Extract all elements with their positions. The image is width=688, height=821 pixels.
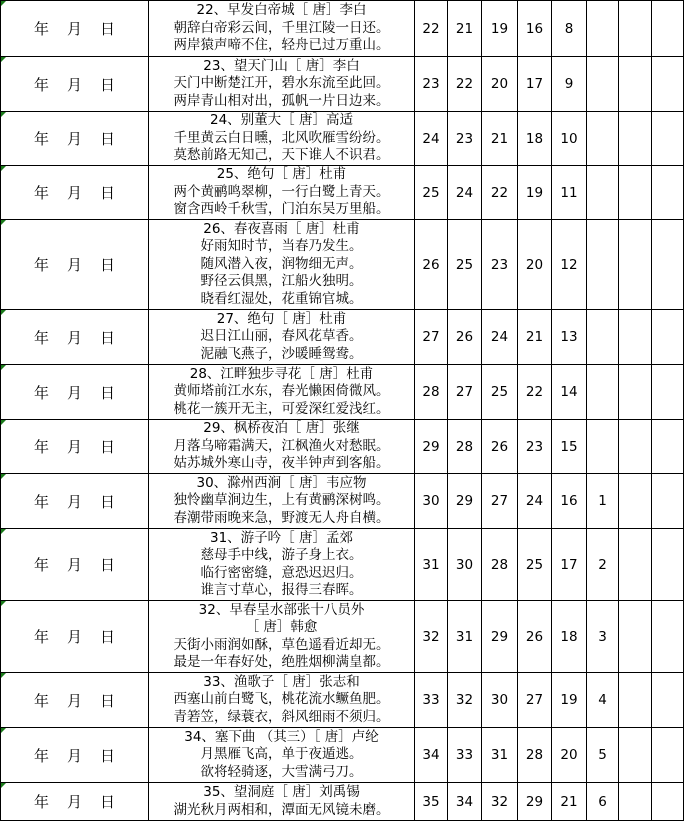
review-number-cell[interactable] (619, 728, 652, 783)
date-cell[interactable] (1, 783, 149, 821)
review-number-cell[interactable]: 30 (415, 474, 448, 529)
poem-title: 25、绝句［ 唐］杜甫 (216, 166, 347, 183)
review-number-cell[interactable]: 16 (518, 1, 552, 57)
poem-title: 27、绝句［ 唐］杜甫 (216, 310, 347, 327)
review-number-cell[interactable]: 24 (518, 474, 552, 529)
review-number-cell[interactable]: 17 (552, 529, 587, 601)
date-year-label: 年 (33, 492, 49, 511)
review-number-cell[interactable] (587, 112, 619, 166)
date-month-label: 月 (66, 20, 82, 38)
date-month-label: 月 (66, 492, 82, 511)
date-cell[interactable] (1, 673, 149, 728)
review-number-cell[interactable]: 33 (415, 673, 448, 728)
review-number-cell[interactable] (619, 783, 652, 821)
date-year-label: 年 (33, 383, 49, 402)
date-year-label: 年 (33, 75, 49, 94)
review-number-cell[interactable]: 24 (415, 112, 448, 166)
review-number-cell[interactable]: 18 (552, 601, 587, 673)
poem-line: 姑苏城外寒山寺，夜半钟声到客船。 (173, 455, 390, 472)
poem-title: 24、别董大［ 唐］高适 (210, 112, 353, 129)
table-body (1, 1, 684, 821)
review-number-cell[interactable]: 9 (552, 57, 587, 112)
review-number-cell[interactable]: 31 (448, 601, 482, 673)
date-month-label: 月 (66, 793, 82, 811)
poem-line: 两岸猿声啼不住，轻舟已过万重山。 (173, 37, 390, 54)
poem-cell[interactable] (149, 310, 415, 365)
poem-title: 30、滁州西涧［ 唐］韦应物 (196, 474, 367, 491)
date-cell[interactable] (1, 474, 149, 529)
review-number-cell[interactable]: 30 (482, 673, 518, 728)
poem-cell[interactable] (149, 529, 415, 601)
review-number-cell[interactable]: 3 (587, 601, 619, 673)
review-number-cell[interactable] (587, 166, 619, 220)
review-number-cell[interactable]: 26 (415, 220, 448, 310)
review-number-cell[interactable]: 32 (448, 673, 482, 728)
table-row (1, 220, 684, 310)
date-month-label: 月 (66, 130, 82, 148)
poem-line: 月黑雁飞高，单于夜遁逃。 (200, 746, 363, 763)
date-cell[interactable] (1, 166, 149, 220)
date-day-label: 日 (100, 184, 116, 202)
review-number-cell[interactable] (587, 420, 619, 474)
review-number-cell[interactable] (619, 601, 652, 673)
date-year-label: 年 (33, 256, 49, 274)
review-number-cell[interactable]: 26 (482, 420, 518, 474)
review-number-cell[interactable]: 27 (415, 310, 448, 365)
review-number-cell[interactable]: 24 (482, 310, 518, 365)
date-year-label: 年 (33, 184, 49, 202)
review-number-cell[interactable]: 25 (518, 529, 552, 601)
table-row (1, 474, 684, 529)
review-number-cell[interactable] (652, 57, 684, 112)
review-number-cell[interactable]: 2 (587, 529, 619, 601)
poem-line: 欲将轻骑逐，大雪满弓刀。 (200, 763, 363, 780)
review-number-cell[interactable]: 23 (448, 112, 482, 166)
review-number-cell[interactable]: 31 (482, 728, 518, 783)
poem-line: 随风潜入夜，润物细无声。 (200, 255, 363, 272)
review-number-cell[interactable] (619, 310, 652, 365)
poem-cell[interactable] (149, 474, 415, 529)
table-row (1, 529, 684, 601)
poem-cell[interactable] (149, 728, 415, 783)
review-number-cell[interactable]: 32 (415, 601, 448, 673)
review-number-cell[interactable] (652, 365, 684, 420)
date-day-label: 日 (100, 492, 116, 511)
review-number-cell[interactable]: 21 (448, 1, 482, 57)
review-number-cell[interactable] (587, 57, 619, 112)
review-number-cell[interactable]: 27 (518, 673, 552, 728)
table-row (1, 673, 684, 728)
poem-cell[interactable] (149, 601, 415, 673)
poem-title: 28、江畔独步寻花［ 唐］杜甫 (189, 365, 374, 382)
date-year-label: 年 (33, 746, 49, 765)
date-cell[interactable] (1, 57, 149, 112)
table-row (1, 112, 684, 166)
poem-line: 黄师塔前江水东，春光懒困倚微风。 (173, 383, 390, 400)
date-day-label: 日 (100, 75, 116, 94)
poem-cell[interactable] (149, 420, 415, 474)
review-number-cell[interactable]: 4 (587, 673, 619, 728)
date-month-label: 月 (66, 691, 82, 710)
poem-line: 天门中断楚江开，碧水东流至此回。 (173, 75, 390, 92)
date-month-label: 月 (66, 75, 82, 94)
poem-line: 湖光秋月两相和，潭面无风镜未磨。 (173, 801, 390, 818)
poem-cell[interactable] (149, 673, 415, 728)
review-number-cell[interactable]: 28 (415, 365, 448, 420)
date-day-label: 日 (100, 20, 116, 38)
review-number-cell[interactable]: 25 (448, 220, 482, 310)
review-number-cell[interactable] (619, 474, 652, 529)
review-number-cell[interactable]: 34 (448, 783, 482, 821)
poem-title: 23、望天门山［ 唐］李白 (203, 57, 360, 74)
review-number-cell[interactable] (619, 420, 652, 474)
table-row (1, 1, 684, 57)
table-row (1, 601, 684, 673)
date-year-label: 年 (33, 556, 49, 574)
review-number-cell[interactable]: 23 (415, 57, 448, 112)
date-year-label: 年 (33, 793, 49, 811)
poem-cell[interactable] (149, 783, 415, 821)
date-month-label: 月 (66, 556, 82, 574)
date-day-label: 日 (100, 691, 116, 710)
poem-title: 31、游子吟［ 唐］孟郊 (210, 529, 353, 546)
date-cell[interactable] (1, 529, 149, 601)
table-row (1, 57, 684, 112)
poem-cell[interactable] (149, 112, 415, 166)
review-number-cell[interactable]: 12 (552, 220, 587, 310)
review-number-cell[interactable]: 15 (552, 420, 587, 474)
date-day-label: 日 (100, 628, 116, 646)
date-month-label: 月 (66, 438, 82, 456)
review-number-cell[interactable]: 20 (552, 728, 587, 783)
review-number-cell[interactable] (619, 529, 652, 601)
date-month-label: 月 (66, 256, 82, 274)
date-cell[interactable] (1, 728, 149, 783)
poem-line: 千里黄云白日曛，北风吹雁雪纷纷。 (173, 129, 390, 146)
date-day-label: 日 (100, 793, 116, 811)
date-year-label: 年 (33, 628, 49, 646)
review-number-cell[interactable]: 20 (518, 220, 552, 310)
review-number-cell[interactable]: 28 (448, 420, 482, 474)
date-day-label: 日 (100, 556, 116, 574)
review-number-cell[interactable]: 22 (415, 1, 448, 57)
date-day-label: 日 (100, 383, 116, 402)
review-number-cell[interactable]: 8 (552, 1, 587, 57)
date-cell[interactable] (1, 112, 149, 166)
review-number-cell[interactable]: 17 (518, 57, 552, 112)
review-number-cell[interactable] (652, 166, 684, 220)
date-year-label: 年 (33, 691, 49, 710)
review-number-cell[interactable] (652, 601, 684, 673)
poem-line: 独怜幽草涧边生，上有黄鹂深树鸣。 (173, 492, 390, 509)
review-number-cell[interactable] (587, 310, 619, 365)
poem-cell[interactable] (149, 166, 415, 220)
review-number-cell[interactable]: 21 (518, 310, 552, 365)
poem-title: 33、渔歌子［ 唐］张志和 (203, 673, 360, 690)
table-row (1, 310, 684, 365)
review-number-cell[interactable]: 19 (552, 673, 587, 728)
poem-line: 晓看红湿处，花重锦官城。 (200, 290, 363, 307)
review-number-cell[interactable] (652, 673, 684, 728)
poem-line: 朝辞白帝彩云间，千里江陵一日还。 (173, 19, 390, 36)
poem-line: 临行密密缝，意恐迟迟归。 (200, 564, 363, 581)
review-number-cell[interactable]: 22 (482, 166, 518, 220)
poem-cell[interactable] (149, 1, 415, 57)
poem-line: 两个黄鹂鸣翠柳，一行白鹭上青天。 (173, 183, 390, 200)
poem-title: 35、望洞庭［ 唐］刘禹锡 (203, 784, 360, 800)
table-row (1, 166, 684, 220)
review-number-cell[interactable]: 33 (448, 728, 482, 783)
date-cell[interactable] (1, 420, 149, 474)
review-number-cell[interactable] (652, 474, 684, 529)
table-row (1, 783, 684, 821)
poem-line: 天街小雨润如酥，草色遥看近却无。 (173, 636, 390, 653)
date-day-label: 日 (100, 746, 116, 765)
poem-title: 32、早春呈水部张十八员外 (198, 601, 365, 618)
review-number-cell[interactable]: 5 (587, 728, 619, 783)
review-number-cell[interactable] (652, 1, 684, 57)
review-number-cell[interactable]: 29 (482, 601, 518, 673)
poem-line: 窗含西岭千秋雪，门泊东吴万里船。 (173, 201, 390, 218)
review-number-cell[interactable]: 6 (587, 783, 619, 821)
date-month-label: 月 (66, 746, 82, 765)
poem-line: ［ 唐］韩愈 (245, 619, 318, 635)
poem-line: 桃花一簇开无主，可爱深红爱浅红。 (173, 400, 390, 417)
date-month-label: 月 (66, 184, 82, 202)
date-year-label: 年 (33, 20, 49, 38)
review-number-cell[interactable]: 23 (482, 220, 518, 310)
review-number-cell[interactable] (587, 365, 619, 420)
review-number-cell[interactable]: 18 (518, 112, 552, 166)
review-number-cell[interactable]: 22 (518, 365, 552, 420)
review-number-cell[interactable]: 30 (448, 529, 482, 601)
table-row (1, 728, 684, 783)
date-day-label: 日 (100, 130, 116, 148)
poem-line: 好雨知时节，当春乃发生。 (200, 238, 363, 255)
review-number-cell[interactable]: 27 (448, 365, 482, 420)
poem-title: 29、枫桥夜泊［ 唐］张继 (203, 420, 360, 437)
review-number-cell[interactable] (619, 166, 652, 220)
table-row (1, 420, 684, 474)
date-cell[interactable] (1, 1, 149, 57)
poem-line: 春潮带雨晚来急，野渡无人舟自横。 (173, 509, 390, 526)
review-number-cell[interactable] (619, 1, 652, 57)
review-number-cell[interactable] (652, 728, 684, 783)
review-number-cell[interactable] (652, 420, 684, 474)
review-number-cell[interactable]: 22 (448, 57, 482, 112)
poem-line: 谁言寸草心，报得三春晖。 (200, 582, 363, 598)
date-month-label: 月 (66, 383, 82, 402)
date-month-label: 月 (66, 328, 82, 347)
review-number-cell[interactable]: 21 (482, 112, 518, 166)
review-number-cell[interactable]: 16 (552, 474, 587, 529)
poem-line: 青箬笠，绿蓑衣，斜风细雨不须归。 (173, 708, 390, 725)
poem-line: 最是一年春好处，绝胜烟柳满皇都。 (173, 654, 390, 670)
poem-line: 两岸青山相对出，孤帆一片日边来。 (173, 92, 390, 109)
date-cell[interactable] (1, 310, 149, 365)
review-number-cell[interactable]: 25 (482, 365, 518, 420)
review-number-cell[interactable]: 13 (552, 310, 587, 365)
review-number-cell[interactable] (619, 673, 652, 728)
review-number-cell[interactable] (619, 112, 652, 166)
date-day-label: 日 (100, 328, 116, 347)
review-number-cell[interactable]: 31 (415, 529, 448, 601)
review-number-cell[interactable]: 23 (518, 420, 552, 474)
review-number-cell[interactable]: 1 (587, 474, 619, 529)
date-year-label: 年 (33, 438, 49, 456)
review-number-cell[interactable] (619, 57, 652, 112)
review-number-cell[interactable] (652, 529, 684, 601)
review-number-cell[interactable]: 24 (448, 166, 482, 220)
review-number-cell[interactable]: 26 (518, 601, 552, 673)
review-number-cell[interactable]: 21 (552, 783, 587, 821)
review-number-cell[interactable]: 19 (482, 1, 518, 57)
date-cell[interactable] (1, 365, 149, 420)
review-number-cell[interactable]: 25 (415, 166, 448, 220)
poem-line: 月落乌啼霜满天，江枫渔火对愁眠。 (173, 437, 390, 454)
review-number-cell[interactable]: 28 (518, 728, 552, 783)
review-number-cell[interactable]: 34 (415, 728, 448, 783)
date-cell[interactable] (1, 220, 149, 310)
review-number-cell[interactable] (587, 220, 619, 310)
review-number-cell[interactable]: 20 (482, 57, 518, 112)
date-cell[interactable] (1, 601, 149, 673)
review-number-cell[interactable] (652, 220, 684, 310)
review-number-cell[interactable] (652, 310, 684, 365)
review-number-cell[interactable] (652, 112, 684, 166)
review-number-cell[interactable]: 11 (552, 166, 587, 220)
review-number-cell[interactable]: 29 (448, 474, 482, 529)
poem-cell[interactable] (149, 57, 415, 112)
poem-line: 莫愁前路无知己，天下谁人不识君。 (173, 147, 390, 164)
review-number-cell[interactable] (587, 1, 619, 57)
review-number-cell[interactable]: 14 (552, 365, 587, 420)
review-number-cell[interactable] (619, 220, 652, 310)
poem-line: 西塞山前白鹭飞，桃花流水鳜鱼肥。 (173, 691, 390, 708)
date-month-label: 月 (66, 628, 82, 646)
review-number-cell[interactable]: 28 (482, 529, 518, 601)
poem-cell[interactable] (149, 220, 415, 310)
review-number-cell[interactable] (619, 365, 652, 420)
review-number-cell[interactable] (652, 783, 684, 821)
review-number-cell[interactable]: 35 (415, 783, 448, 821)
poem-title: 22、早发白帝城［ 唐］李白 (196, 2, 367, 19)
date-day-label: 日 (100, 256, 116, 274)
date-year-label: 年 (33, 130, 49, 148)
date-year-label: 年 (33, 328, 49, 347)
poem-line: 迟日江山丽，春风花草香。 (200, 328, 363, 345)
poem-line: 野径云俱黑，江船火独明。 (200, 273, 363, 290)
date-day-label: 日 (100, 438, 116, 456)
review-number-cell[interactable]: 26 (448, 310, 482, 365)
poem-line: 泥融飞燕子，沙暖睡鸳鸯。 (200, 345, 363, 362)
review-number-cell[interactable]: 27 (482, 474, 518, 529)
review-number-cell[interactable]: 29 (518, 783, 552, 821)
poem-title: 34、塞下曲 （其三）［ 唐］卢纶 (184, 728, 379, 745)
review-number-cell[interactable]: 19 (518, 166, 552, 220)
review-number-cell[interactable]: 10 (552, 112, 587, 166)
table-row (1, 365, 684, 420)
poem-cell[interactable] (149, 365, 415, 420)
poem-title: 26、春夜喜雨［ 唐］杜甫 (203, 220, 360, 237)
review-number-cell[interactable]: 32 (482, 783, 518, 821)
review-number-cell[interactable]: 29 (415, 420, 448, 474)
poem-line: 慈母手中线，游子身上衣。 (200, 547, 363, 563)
